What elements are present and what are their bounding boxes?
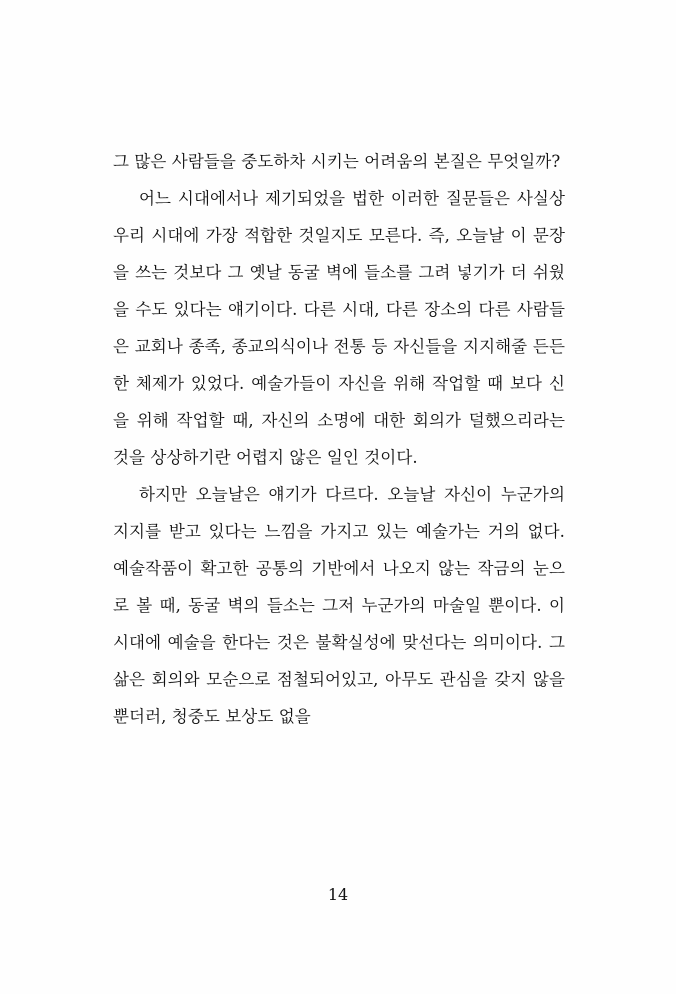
page-number: 14: [327, 885, 349, 904]
body-text-block: [113, 143, 565, 735]
paragraph: 어느 시대에서나 제기되었을 법한 이러한 질문들은 사실상 우리 시대에 가장 적합한 것일지도 모른다. 즉, 오늘날 이 문장을 쓰는 것보다 그 옛날 동굴 벽에 들소를 그려 넣기가 더 쉬웠을 수도 있다는 얘기이다. 다른 시대, 다른 장소의 다른 사람들은 교회나 종족, 종교의식이나 전통 등 자신들을 지지해줄 든든한 체제가 있었다. 예술가들이 자신을 위해 작업할 때 보다 신을 위해 작업할 때, 자신의 소명에 대한 회의가 덜했으리라는 것을 상상하기란 어렵지 않은 일인 것이다.: [113, 189, 565, 467]
paragraph: 그 많은 사람들을 중도하차 시키는 어려움의 본질은 무엇일까?: [113, 152, 561, 171]
paragraph: 하지만 오늘날은 얘기가 다르다. 오늘날 자신이 누군가의 지지를 받고 있다는 느낌을 가지고 있는 예술가는 거의 없다. 예술작품이 확고한 공통의 기반에서 나오지 않는 작금의 눈으로 볼 때, 동굴 벽의 들소는 그저 누군가의 마술일 뿐이다. 이 시대에 예술을 한다는 것은 불확실성에 맞선다는 의미이다. 그 삶은 회의와 모순으로 점철되어있고, 아무도 관심을 갖지 않을뿐더러, 청중도 보상도 없을: [113, 485, 565, 726]
